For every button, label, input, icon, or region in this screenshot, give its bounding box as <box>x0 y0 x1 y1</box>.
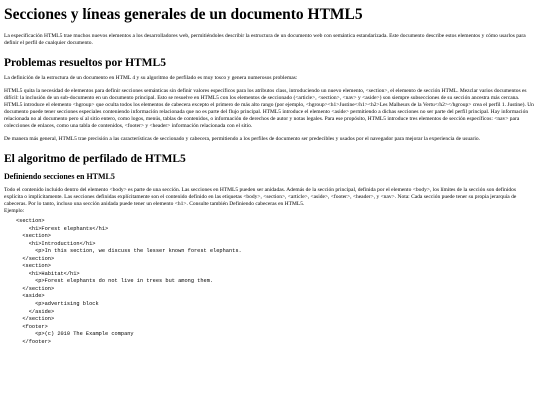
heading-algorithm: El algoritmo de perfilado de HTML5 <box>4 153 186 165</box>
defining-paragraph: Todo el contenido incluido dentro del elemento <body> es parte de una sección. Las secciones en HTML5 pueden ser anidadas. Además de la sección principal, definida por el elemento <body>, los límites de la sección son definidos explícita o implícitamente. Las secciones definidas explícitamente son el contenido definido en las etiquetas <body>, <section>, <article>, <aside>, <footer>, <header>, y <nav>. Nota: Cada sección puede tener su propia jerarquía de cabeceras. Por lo tanto, incluso una sección anidada puede tener un elemento <h1>. Consulte también Definiendo cabeceras en HTML5. <box>4 187 517 207</box>
heading-defining-sections: Definiendo secciones en HTML5 <box>4 172 115 181</box>
heading-problems: Problemas resueltos por HTML5 <box>4 57 166 69</box>
example-label: Ejemplo: <box>4 208 25 214</box>
problems-paragraph-3: De manera más general, HTML5 trae precisión a las características de seccionado y cabecera, permitiendo a los perfiles de documento ser predecibles y usados por el navegador para mejorar la experiencia de usuario. <box>4 136 480 142</box>
intro-paragraph: La especificación HTML5 trae muchos nuevos elementos a los desarrolladores web, permitiéndoles describir la estructura de un documento web con semántica estandarizada. Este documento describe estos elementos y cómo usarlos para definir el perfil de cualquier documento. <box>4 33 526 46</box>
problems-paragraph-2: HTML5 quita la necesidad de elementos para definir secciones semánticas sin definir valores específicos para los atributos class, introduciendo un nuevo elemento, <section>, el elemento de sección HTML. Mezclar varios documentos es difícil: la inclusión de un sub-documento en un documento principal. Esto se resuelve en HTML5 con los elementos de seccionado (<article>, <section>, <nav> y <aside>) son siempre subsecciones de su sección ancestra más cercana. HTML5 introduce el elemento <hgroup> que oculta todos los elementos de cabecera excepto el primero de más alto rango (por ejemplo, <hgroup><h1>Justine</h1><h2>Les Malheurs de la Vertu</h2></hgroup> crea el perfil 1. Justine). Un documento puede tener secciones especiales conteniendo información relacionada que no es parte del flujo principal. HTML5 introduce el elemento <aside> permitiendo a dichas secciones no ser parte del perfil principal. Hay información relacionada no al documento pero sí al sitio entero, como logos, menús, tablas de contenidos, o información de derechos de autor y notas legales. Para ese propósito, HTML5 introduce tres elementos de sección específicos: <nav> para colecciones de enlaces, como una tabla de contenidos, <footer> y <header> información relacionada con el sitio. <box>4 88 534 129</box>
problems-paragraph-1: La definición de la estructura de un documento en HTML 4 y su algoritmo de perfilado es muy tosco y genera numerosos problemas: <box>4 75 298 81</box>
page-title: Secciones y líneas generales de un documento HTML5 <box>4 6 363 23</box>
code-example: <section> <h1>Forest elephants</h1> <section> <h1>Introduction</h1> <p>In this section, we discuss the lesser known forest elephants. </section> <section> <h1>Habitat</h1> <p>Forest elephants do not live in trees but among them. </section> <aside> <p>advertising block </aside> </section> <footer> <p>(c) 2010 The Example company </footer> <box>16 218 242 345</box>
